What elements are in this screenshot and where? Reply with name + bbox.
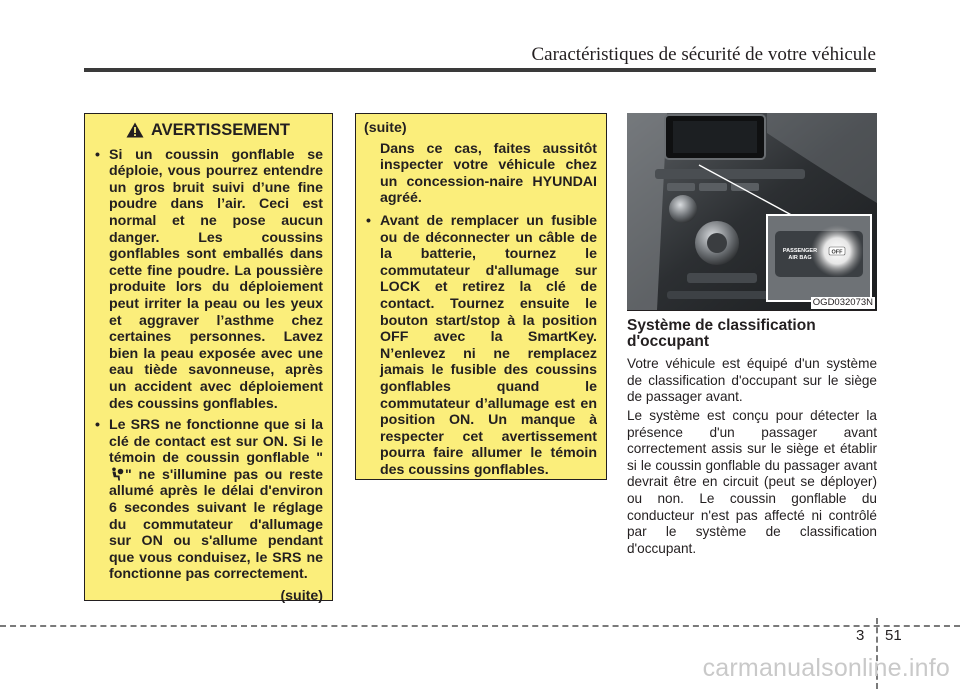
bullet-dot: • <box>95 417 100 434</box>
section-title: Système de classification d'occupant <box>627 317 816 350</box>
bullet-text-part: Le SRS ne fonctionne que si la clé de contact est sur ON. Si le témoin de coussin gonflable " <box>109 417 323 467</box>
console-illustration <box>627 113 877 310</box>
warning-bullet <box>93 417 323 583</box>
inset-badge: OFF <box>831 249 843 256</box>
header-rule <box>84 68 876 72</box>
page-header-title: Caractéristiques de sécurité de votre véhicule <box>531 44 876 65</box>
warning-box <box>84 113 333 605</box>
page-number: 51 <box>885 627 902 644</box>
continued-label: (suite) <box>280 588 323 605</box>
warning-bullet-text: Si un coussin gonflable se déploie, vous pourrez entendre un gros bruit suivi d’une fine poudre dans l’air. Ceci est normal et ne pose aucun danger. Les coussins gonflables sont emballés dans cette fine poudre. La poussière produite lors du déploiement peut irriter la peau ou les yeux et aggraver l’asthme chez certaines personnes. Lavez bien la peau exposée avec une eau tiède savonneuse, après un accident avec déploiement des coussins gonflables. <box>109 146 323 412</box>
warning-box-continued <box>355 113 607 480</box>
warning-bullet <box>93 147 323 413</box>
warning-bullet-text: Avant de remplacer un fusible ou de déconnecter un câble de la batterie, tournez le commutateur d'allumage sur LOCK et retirez la clé de contact. Tournez ensuite le bouton start/stop à la position OFF avec la SmartKey. N’enlevez ni ne remplacez jamais le fusible des coussins gonflables quand le commutateur d’allumage est en position ON. Un manque à respecter cet avertissement pourra faire allumer le témoin des coussins gonflables. <box>380 212 597 478</box>
figure-caption: OGD032073N <box>812 297 873 308</box>
watermark: carmanualsonline.info <box>702 654 950 682</box>
bullet-dot: • <box>95 146 100 163</box>
bullet-text-part: " ne s'illumine pas ou reste allumé après le délai d'environ 6 secondes suivant le réglage du commutateur d'allumage sur ON ou s'allume pendant que vous conduisez, le SRS ne fonctionne pas correctement. <box>109 466 323 583</box>
warning-title-text: AVERTISSEMENT <box>150 121 291 139</box>
warning-bullet <box>364 213 597 479</box>
bullet-dot: • <box>366 212 371 229</box>
warning-title <box>93 122 323 139</box>
warning-triangle-icon <box>126 122 144 138</box>
footer-rule <box>0 625 960 627</box>
inset-label-line2: AIR BAG <box>788 255 812 261</box>
center-console-photo <box>627 113 877 310</box>
chapter-number: 3 <box>856 627 865 644</box>
warning-bullet-text <box>109 417 323 583</box>
continued-header: (suite) <box>364 120 407 136</box>
inset-label-line1: PASSENGER <box>782 248 818 254</box>
airbag-warning-icon <box>110 467 124 481</box>
section-paragraph: Le système est conçu pour détecter la présence d'un passager avant correctement assis sur le siège et établir si le coussin gonflable du passager avant devrait être en circuit (peut se déployer) ou non. Le coussin gonflable du conducteur n'est pas affecté ni contrôlé par le système de classification d'occupant. <box>627 408 877 556</box>
section-paragraph: Votre véhicule est équipé d'un système de classification d'occupant sur le siège de passager avant. <box>627 356 877 405</box>
figure-underline <box>627 310 877 311</box>
warning-paragraph: Dans ce cas, faites aussitôt inspecter votre véhicule chez un concession-naire HYUNDAI agréé. <box>380 140 597 207</box>
